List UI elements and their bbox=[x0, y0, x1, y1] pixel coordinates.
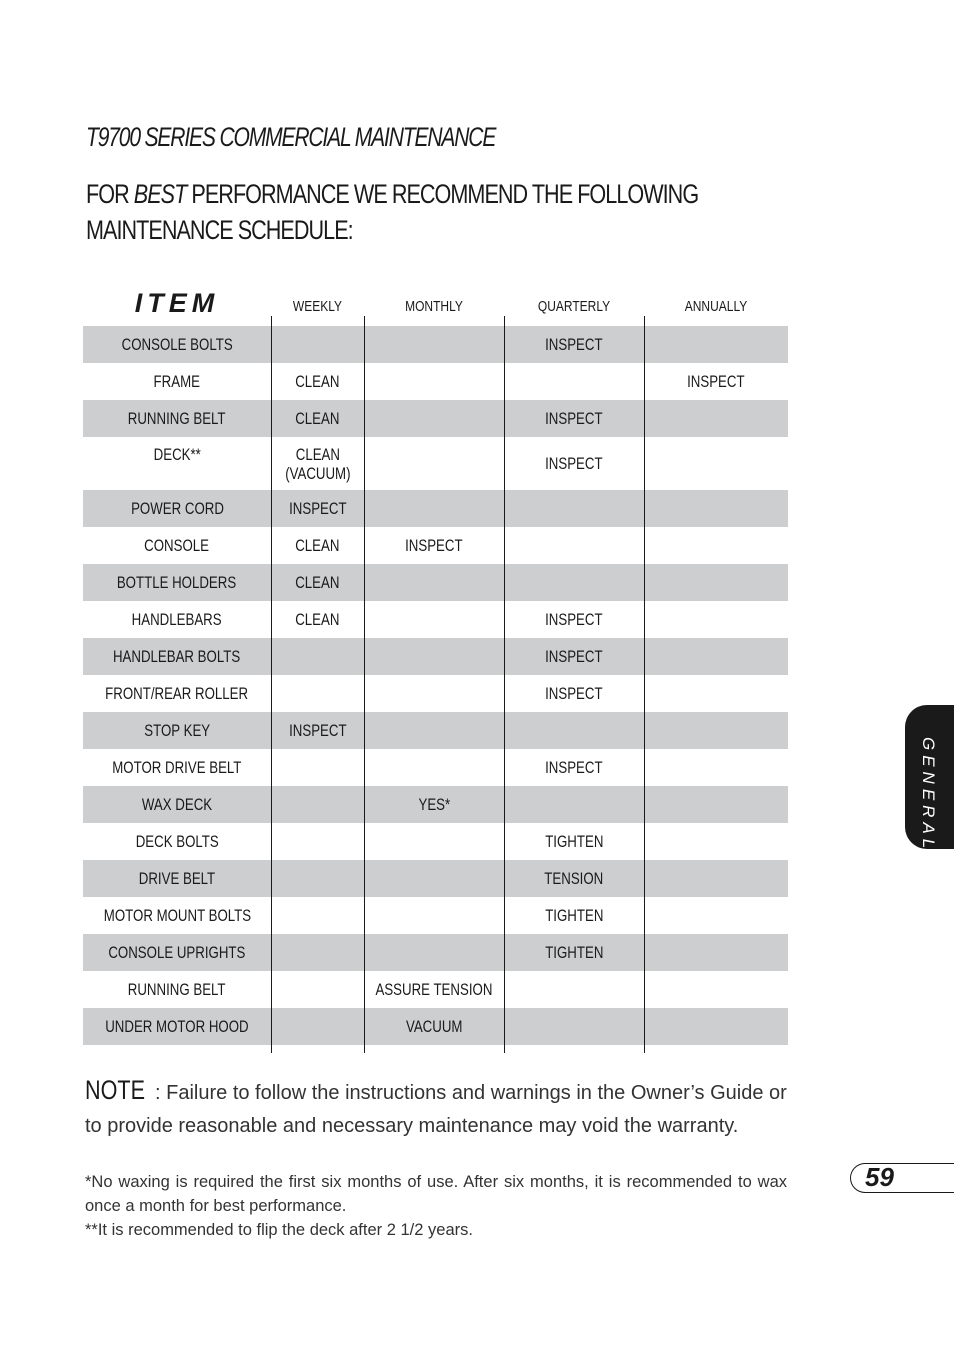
cell-text: INSPECT bbox=[288, 721, 347, 740]
cell-weekly bbox=[271, 749, 364, 786]
cell-annually bbox=[644, 897, 788, 934]
page-number-badge bbox=[850, 1163, 954, 1193]
cell-item bbox=[83, 527, 271, 564]
cell-text: INSPECT bbox=[545, 610, 603, 629]
cell-monthly bbox=[364, 601, 504, 638]
cell-monthly bbox=[364, 490, 504, 527]
cell-item bbox=[83, 437, 271, 490]
cell-monthly bbox=[364, 823, 504, 860]
table-header bbox=[83, 288, 788, 324]
warranty-note bbox=[85, 1074, 795, 1143]
cell-weekly bbox=[271, 564, 364, 601]
cell-text: INSPECT bbox=[687, 372, 745, 391]
cell-text: FRAME bbox=[153, 372, 201, 391]
footnote-waxing: *No waxing is required the first six months of use. After six months, it is recommended to wax once a month for best performance. bbox=[85, 1173, 787, 1215]
cell-monthly bbox=[364, 749, 504, 786]
column-divider bbox=[644, 316, 645, 1053]
cell-annually bbox=[644, 1008, 788, 1045]
cell-monthly bbox=[364, 971, 504, 1008]
table-row bbox=[83, 897, 788, 934]
heading-line2: MAINTENANCE SCHEDULE: bbox=[86, 215, 353, 245]
table-row bbox=[83, 860, 788, 897]
cell-text: UNDER MOTOR HOOD bbox=[105, 1017, 249, 1036]
cell-text: POWER CORD bbox=[130, 499, 224, 518]
cell-text: INSPECT bbox=[545, 335, 603, 354]
cell-weekly bbox=[271, 437, 364, 490]
cell-text: WAX DECK bbox=[141, 795, 213, 814]
cell-monthly bbox=[364, 638, 504, 675]
section-tab bbox=[905, 705, 954, 854]
cell-annually bbox=[644, 786, 788, 823]
cell-annually bbox=[644, 749, 788, 786]
note-text: : Failure to follow the instructions and warnings in the Owner’s Guide or to provide reasonable and necessary maintenance may void the warranty. bbox=[85, 1082, 787, 1137]
cell-quarterly bbox=[504, 326, 644, 363]
cell-quarterly bbox=[504, 675, 644, 712]
table-row bbox=[83, 675, 788, 712]
cell-item bbox=[83, 400, 271, 437]
cell-quarterly bbox=[504, 437, 644, 490]
cell-text: INSPECT bbox=[545, 409, 603, 428]
cell-text: MOTOR MOUNT BOLTS bbox=[103, 906, 251, 925]
table-row bbox=[83, 400, 788, 437]
cell-weekly bbox=[271, 897, 364, 934]
cell-quarterly bbox=[504, 897, 644, 934]
cell-text: TIGHTEN bbox=[544, 832, 604, 851]
cell-item bbox=[83, 601, 271, 638]
cell-annually bbox=[644, 675, 788, 712]
cell-item bbox=[83, 326, 271, 363]
page-heading bbox=[86, 176, 698, 248]
cell-monthly bbox=[364, 786, 504, 823]
table-row bbox=[83, 749, 788, 786]
column-divider bbox=[364, 316, 365, 1053]
cell-weekly bbox=[271, 786, 364, 823]
table-row bbox=[83, 971, 788, 1008]
cell-item bbox=[83, 786, 271, 823]
page-number: 59 bbox=[865, 1162, 894, 1192]
cell-monthly bbox=[364, 712, 504, 749]
cell-text: TIGHTEN bbox=[544, 906, 604, 925]
column-divider bbox=[271, 316, 272, 1053]
cell-annually bbox=[644, 823, 788, 860]
cell-weekly bbox=[271, 400, 364, 437]
cell-weekly bbox=[271, 934, 364, 971]
cell-text: INSPECT bbox=[405, 536, 463, 555]
cell-quarterly bbox=[504, 601, 644, 638]
cell-weekly bbox=[271, 971, 364, 1008]
cell-text: DRIVE BELT bbox=[138, 869, 216, 888]
heading-prefix: FOR bbox=[86, 179, 129, 209]
item-column-header: ITEM bbox=[134, 288, 220, 318]
cell-item bbox=[83, 1008, 271, 1045]
cell-text: CONSOLE BOLTS bbox=[121, 335, 233, 354]
table-row bbox=[83, 601, 788, 638]
cell-weekly bbox=[271, 326, 364, 363]
cell-text: CLEAN bbox=[295, 409, 340, 428]
cell-weekly bbox=[271, 363, 364, 400]
table-row bbox=[83, 786, 788, 823]
cell-text: INSPECT bbox=[545, 758, 603, 777]
cell-weekly bbox=[271, 638, 364, 675]
footnote-deck-flip: **It is recommended to flip the deck after 2 1/2 years. bbox=[85, 1221, 473, 1239]
section-tab-label: GENERAL bbox=[919, 737, 938, 854]
heading-emphasis: BEST bbox=[133, 179, 187, 209]
cell-weekly bbox=[271, 490, 364, 527]
cell-weekly bbox=[271, 675, 364, 712]
cell-quarterly bbox=[504, 971, 644, 1008]
column-header-annually: ANNUALLY bbox=[684, 298, 748, 315]
cell-text: CONSOLE UPRIGHTS bbox=[108, 943, 246, 962]
cell-text: TIGHTEN bbox=[544, 943, 604, 962]
cell-monthly bbox=[364, 400, 504, 437]
cell-quarterly bbox=[504, 363, 644, 400]
column-divider bbox=[504, 316, 505, 1053]
cell-text: CLEAN bbox=[295, 573, 340, 592]
table-row bbox=[83, 1008, 788, 1045]
cell-text: CLEAN bbox=[295, 536, 340, 555]
cell-quarterly bbox=[504, 860, 644, 897]
cell-text: CONSOLE bbox=[144, 536, 210, 555]
cell-monthly bbox=[364, 1008, 504, 1045]
cell-text: CLEAN (VACUUM) bbox=[284, 445, 351, 483]
table-row bbox=[83, 712, 788, 749]
column-header-monthly: MONTHLY bbox=[405, 298, 463, 315]
cell-monthly bbox=[364, 326, 504, 363]
cell-annually bbox=[644, 363, 788, 400]
cell-monthly bbox=[364, 860, 504, 897]
table-row bbox=[83, 823, 788, 860]
cell-text: INSPECT bbox=[288, 499, 347, 518]
table-row bbox=[83, 564, 788, 601]
cell-annually bbox=[644, 564, 788, 601]
cell-text: BOTTLE HOLDERS bbox=[117, 573, 237, 592]
cell-monthly bbox=[364, 897, 504, 934]
cell-text: VACUUM bbox=[405, 1017, 463, 1036]
cell-text: CLEAN bbox=[295, 372, 340, 391]
table-row bbox=[83, 326, 788, 363]
maintenance-table bbox=[83, 288, 788, 1036]
cell-annually bbox=[644, 971, 788, 1008]
heading-line1-rest: PERFORMANCE WE RECOMMEND THE FOLLOWING bbox=[191, 179, 699, 209]
cell-annually bbox=[644, 638, 788, 675]
cell-text: HANDLEBARS bbox=[132, 610, 222, 629]
cell-annually bbox=[644, 326, 788, 363]
cell-text: STOP KEY bbox=[144, 721, 210, 740]
cell-quarterly bbox=[504, 490, 644, 527]
cell-monthly bbox=[364, 934, 504, 971]
cell-quarterly bbox=[504, 786, 644, 823]
cell-item bbox=[83, 490, 271, 527]
table-row bbox=[83, 490, 788, 527]
cell-text: RUNNING BELT bbox=[128, 409, 226, 428]
cell-item bbox=[83, 860, 271, 897]
cell-item bbox=[83, 897, 271, 934]
cell-quarterly bbox=[504, 527, 644, 564]
table-row bbox=[83, 437, 788, 490]
cell-text: INSPECT bbox=[545, 684, 603, 703]
cell-annually bbox=[644, 437, 788, 490]
cell-annually bbox=[644, 490, 788, 527]
series-title: T9700 SERIES COMMERCIAL MAINTENANCE bbox=[86, 122, 496, 152]
cell-quarterly bbox=[504, 564, 644, 601]
cell-text: CLEAN bbox=[295, 610, 340, 629]
column-header-weekly: WEEKLY bbox=[292, 298, 343, 315]
cell-weekly bbox=[271, 1008, 364, 1045]
cell-text: MOTOR DRIVE BELT bbox=[112, 758, 242, 777]
cell-quarterly bbox=[504, 934, 644, 971]
cell-text: TENSION bbox=[544, 869, 604, 888]
cell-item bbox=[83, 934, 271, 971]
column-header-quarterly: QUARTERLY bbox=[537, 298, 611, 315]
cell-annually bbox=[644, 527, 788, 564]
cell-quarterly bbox=[504, 638, 644, 675]
cell-item bbox=[83, 823, 271, 860]
cell-item bbox=[83, 564, 271, 601]
cell-weekly bbox=[271, 860, 364, 897]
cell-text: INSPECT bbox=[545, 454, 603, 473]
cell-monthly bbox=[364, 564, 504, 601]
cell-weekly bbox=[271, 601, 364, 638]
cell-quarterly bbox=[504, 749, 644, 786]
cell-quarterly bbox=[504, 400, 644, 437]
cell-item bbox=[83, 675, 271, 712]
cell-annually bbox=[644, 400, 788, 437]
cell-text: FRONT/REAR ROLLER bbox=[105, 684, 249, 703]
cell-item bbox=[83, 638, 271, 675]
cell-weekly bbox=[271, 712, 364, 749]
cell-text: HANDLEBAR BOLTS bbox=[113, 647, 241, 666]
table-row bbox=[83, 638, 788, 675]
cell-item bbox=[83, 363, 271, 400]
cell-text: ASSURE TENSION bbox=[375, 980, 493, 999]
cell-weekly bbox=[271, 823, 364, 860]
cell-weekly bbox=[271, 527, 364, 564]
cell-text: INSPECT bbox=[545, 647, 603, 666]
cell-text: YES* bbox=[418, 795, 450, 814]
footnotes bbox=[85, 1170, 787, 1242]
cell-item bbox=[83, 971, 271, 1008]
table-row bbox=[83, 527, 788, 564]
cell-text: RUNNING BELT bbox=[128, 980, 226, 999]
table-row bbox=[83, 363, 788, 400]
note-label: NOTE bbox=[85, 1075, 146, 1105]
cell-monthly bbox=[364, 363, 504, 400]
cell-item bbox=[83, 749, 271, 786]
cell-annually bbox=[644, 860, 788, 897]
cell-quarterly bbox=[504, 823, 644, 860]
cell-monthly bbox=[364, 675, 504, 712]
cell-monthly bbox=[364, 437, 504, 490]
table-row bbox=[83, 934, 788, 971]
cell-monthly bbox=[364, 527, 504, 564]
cell-quarterly bbox=[504, 712, 644, 749]
cell-annually bbox=[644, 601, 788, 638]
cell-quarterly bbox=[504, 1008, 644, 1045]
cell-item bbox=[83, 712, 271, 749]
cell-text: DECK** bbox=[153, 445, 201, 464]
cell-annually bbox=[644, 712, 788, 749]
cell-text: DECK BOLTS bbox=[135, 832, 219, 851]
cell-annually bbox=[644, 934, 788, 971]
